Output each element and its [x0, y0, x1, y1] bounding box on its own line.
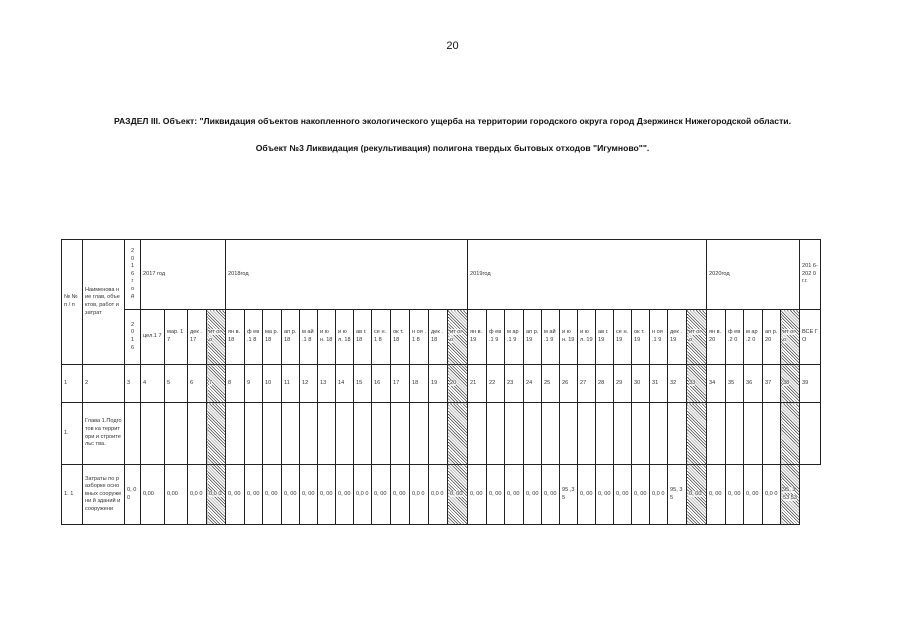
column-number: 21: [468, 365, 487, 403]
month-header: м ар .2 0: [744, 310, 763, 365]
column-number: 12: [300, 365, 318, 403]
empty-cell: [410, 403, 429, 465]
value-cell: 0, 00: [632, 465, 650, 525]
column-number: 16: [372, 365, 391, 403]
month-header: дек .18: [429, 310, 448, 365]
value-cell: 0, 00: [578, 465, 596, 525]
empty-cell: [668, 403, 687, 465]
empty-cell: [468, 403, 487, 465]
empty-cell: [207, 403, 226, 465]
header-total: 201 6-202 0 г.г.: [800, 240, 821, 310]
chapter-num: 1.: [62, 403, 83, 465]
empty-cell: [578, 403, 596, 465]
object-title: Объект №3 Ликвидация (рекультивация) полигона твердых бытовых отходов "Игумново"".: [255, 143, 650, 153]
empty-cell: [226, 403, 245, 465]
value-cell: 0, 00: [744, 465, 763, 525]
column-number: 31: [650, 365, 668, 403]
value-cell: 0, 00: [336, 465, 354, 525]
month-header: н оя .1 9: [650, 310, 668, 365]
empty-cell: [596, 403, 614, 465]
header-2017: 2017 год: [141, 240, 226, 310]
column-number: 2: [83, 365, 125, 403]
empty-cell: [141, 403, 165, 465]
column-number: 32: [668, 365, 687, 403]
column-number: 25: [542, 365, 560, 403]
column-number: 5: [165, 365, 188, 403]
value-cell: 0, 00: [300, 465, 318, 525]
column-number: 17: [391, 365, 410, 403]
column-number: 20: [448, 365, 468, 403]
empty-cell: [726, 403, 744, 465]
month-header: ап р. 18: [282, 310, 300, 365]
empty-cell: [300, 403, 318, 465]
month-header: ав г. 19: [596, 310, 614, 365]
column-number: 39: [800, 365, 821, 403]
month-header: дек .17: [188, 310, 207, 365]
month-header: ф ев .1 9: [487, 310, 505, 365]
month-header: се н.1 8: [372, 310, 391, 365]
header-2020: 2020год: [707, 240, 800, 310]
value-cell: 0,0 0: [188, 465, 207, 525]
month-header: м ай .1 8: [300, 310, 318, 365]
value-cell: 0, 00: [487, 465, 505, 525]
column-number: 15: [354, 365, 372, 403]
value-cell: 0, 00: [448, 465, 468, 525]
empty-cell: [650, 403, 668, 465]
column-number: 36: [744, 365, 763, 403]
column-number: 35: [726, 365, 744, 403]
row-num: 1. 1: [62, 465, 83, 525]
value-cell: 0, 00: [468, 465, 487, 525]
budget-table: [61, 239, 821, 525]
value-cell: 0, 00: [707, 465, 726, 525]
empty-cell: [429, 403, 448, 465]
column-number: 28: [596, 365, 614, 403]
value-cell: 0, 00: [726, 465, 744, 525]
value-cell: 0, 00: [282, 465, 300, 525]
value-cell: 0,00: [165, 465, 188, 525]
month-header: и ю н. 18: [318, 310, 336, 365]
column-number: 26: [560, 365, 578, 403]
empty-cell: [542, 403, 560, 465]
empty-cell: [614, 403, 632, 465]
column-number: 9: [245, 365, 263, 403]
empty-cell: [372, 403, 391, 465]
month-header: дек .19: [668, 310, 687, 365]
subheader-2016: 2 0 1 6: [125, 310, 141, 365]
column-number: 18: [410, 365, 429, 403]
month-header: ок т. 19: [632, 310, 650, 365]
column-number: 38: [781, 365, 800, 403]
column-number: 37: [763, 365, 781, 403]
value-cell: 0,0 0: [429, 465, 448, 525]
value-cell: 0, 00: [542, 465, 560, 525]
month-header: ма р. 18: [263, 310, 282, 365]
month-header: се н. 19: [614, 310, 632, 365]
month-header: ит ог о: [448, 310, 468, 365]
month-header: ян в. 20: [707, 310, 726, 365]
empty-cell: [687, 403, 707, 465]
month-header: цел.1 7: [141, 310, 165, 365]
empty-cell: [781, 403, 800, 465]
column-number: 10: [263, 365, 282, 403]
month-header: м ай .1 9: [542, 310, 560, 365]
value-cell: 95, 35: [668, 465, 687, 525]
header-2018: 2018год: [226, 240, 468, 310]
empty-cell: [505, 403, 524, 465]
empty-cell: [336, 403, 354, 465]
empty-cell: [560, 403, 578, 465]
month-header: ит ог о: [687, 310, 707, 365]
empty-cell: [448, 403, 468, 465]
empty-cell: [800, 403, 821, 465]
empty-cell: [245, 403, 263, 465]
value-cell: 0, 00: [372, 465, 391, 525]
column-number: 33: [687, 365, 707, 403]
value-cell: 0,0 0: [207, 465, 226, 525]
column-number: 34: [707, 365, 726, 403]
header-2016: 2 0 1 6 г о д: [125, 240, 141, 310]
column-number: 8: [226, 365, 245, 403]
month-header: и ю л. 18: [336, 310, 354, 365]
column-number: 3: [125, 365, 141, 403]
month-header: ит ог о: [207, 310, 226, 365]
page-number: 20: [446, 40, 459, 52]
value-cell: 0,0 0: [650, 465, 668, 525]
column-number: 11: [282, 365, 300, 403]
column-number: 27: [578, 365, 596, 403]
value-cell: 0, 00: [245, 465, 263, 525]
empty-cell: [165, 403, 188, 465]
empty-cell: [318, 403, 336, 465]
value-cell: 95 ,3 5: [560, 465, 578, 525]
empty-cell: [707, 403, 726, 465]
month-header: ян в. 18: [226, 310, 245, 365]
empty-cell: [744, 403, 763, 465]
header-2019: 2019год: [468, 240, 707, 310]
empty-cell: [188, 403, 207, 465]
month-header: мар. 17: [165, 310, 188, 365]
section-title: РАЗДЕЛ III. Объект: "Ликвидация объектов накопленного экологического ущерба на территории городского округа город Дзержинск Нижегородской области.: [114, 116, 791, 126]
month-header: ит ог о: [781, 310, 800, 365]
value-cell: 0,0 0: [763, 465, 781, 525]
row-name: Затраты по разборке основных сооружени й зданий и сооружени: [83, 465, 125, 525]
empty-cell: [524, 403, 542, 465]
empty-cell: [354, 403, 372, 465]
column-number: 4: [141, 365, 165, 403]
month-header: ф ев .2 0: [726, 310, 744, 365]
value-cell: 0,00: [141, 465, 165, 525]
value-cell: 0, 00: [263, 465, 282, 525]
empty-cell: [263, 403, 282, 465]
value-cell: 0, 00: [505, 465, 524, 525]
column-number: 30: [632, 365, 650, 403]
month-header: м ар .1 9: [505, 310, 524, 365]
column-number: 23: [505, 365, 524, 403]
value-cell: 0, 00: [614, 465, 632, 525]
column-number: 13: [318, 365, 336, 403]
empty-cell: [487, 403, 505, 465]
value-cell: 0,0 0: [410, 465, 429, 525]
column-number: 22: [487, 365, 505, 403]
total-subheader: ВСЕ ГО: [800, 310, 821, 365]
column-number: 29: [614, 365, 632, 403]
empty-cell: [282, 403, 300, 465]
column-number: 7: [207, 365, 226, 403]
value-cell: 95, 353 53: [781, 465, 800, 525]
value-cell: 0, 00: [226, 465, 245, 525]
value-cell: 0, 00: [391, 465, 410, 525]
month-header: ян в. 19: [468, 310, 487, 365]
column-number: 6: [188, 365, 207, 403]
value-cell: 0, 00: [596, 465, 614, 525]
header-num: № № п / п: [62, 240, 83, 365]
month-header: ок т. 18: [391, 310, 410, 365]
month-header: ап р. 20: [763, 310, 781, 365]
column-number: 24: [524, 365, 542, 403]
month-header: ап р. 19: [524, 310, 542, 365]
value-cell: 0, 00: [524, 465, 542, 525]
value-cell: 0, 00: [318, 465, 336, 525]
month-header: ф ев .1 8: [245, 310, 263, 365]
empty-cell: [391, 403, 410, 465]
value-cell: 0,0 0: [354, 465, 372, 525]
column-number: 14: [336, 365, 354, 403]
value-cell: 0, 00: [687, 465, 707, 525]
empty-cell: [763, 403, 781, 465]
month-header: н оя .1 8: [410, 310, 429, 365]
month-header: и ю н. 19: [560, 310, 578, 365]
value-cell: 0, 0 0: [125, 465, 141, 525]
month-header: ав г. 18: [354, 310, 372, 365]
month-header: и ю л. 19: [578, 310, 596, 365]
chapter-name: Глава 1.Подготов ка территори и строительс тва.: [83, 403, 125, 465]
column-number: 1: [62, 365, 83, 403]
header-name: Наименова ние глав, объектов, работ и затрат: [83, 240, 125, 365]
empty-cell: [632, 403, 650, 465]
column-number: 19: [429, 365, 448, 403]
empty-cell: [125, 403, 141, 465]
